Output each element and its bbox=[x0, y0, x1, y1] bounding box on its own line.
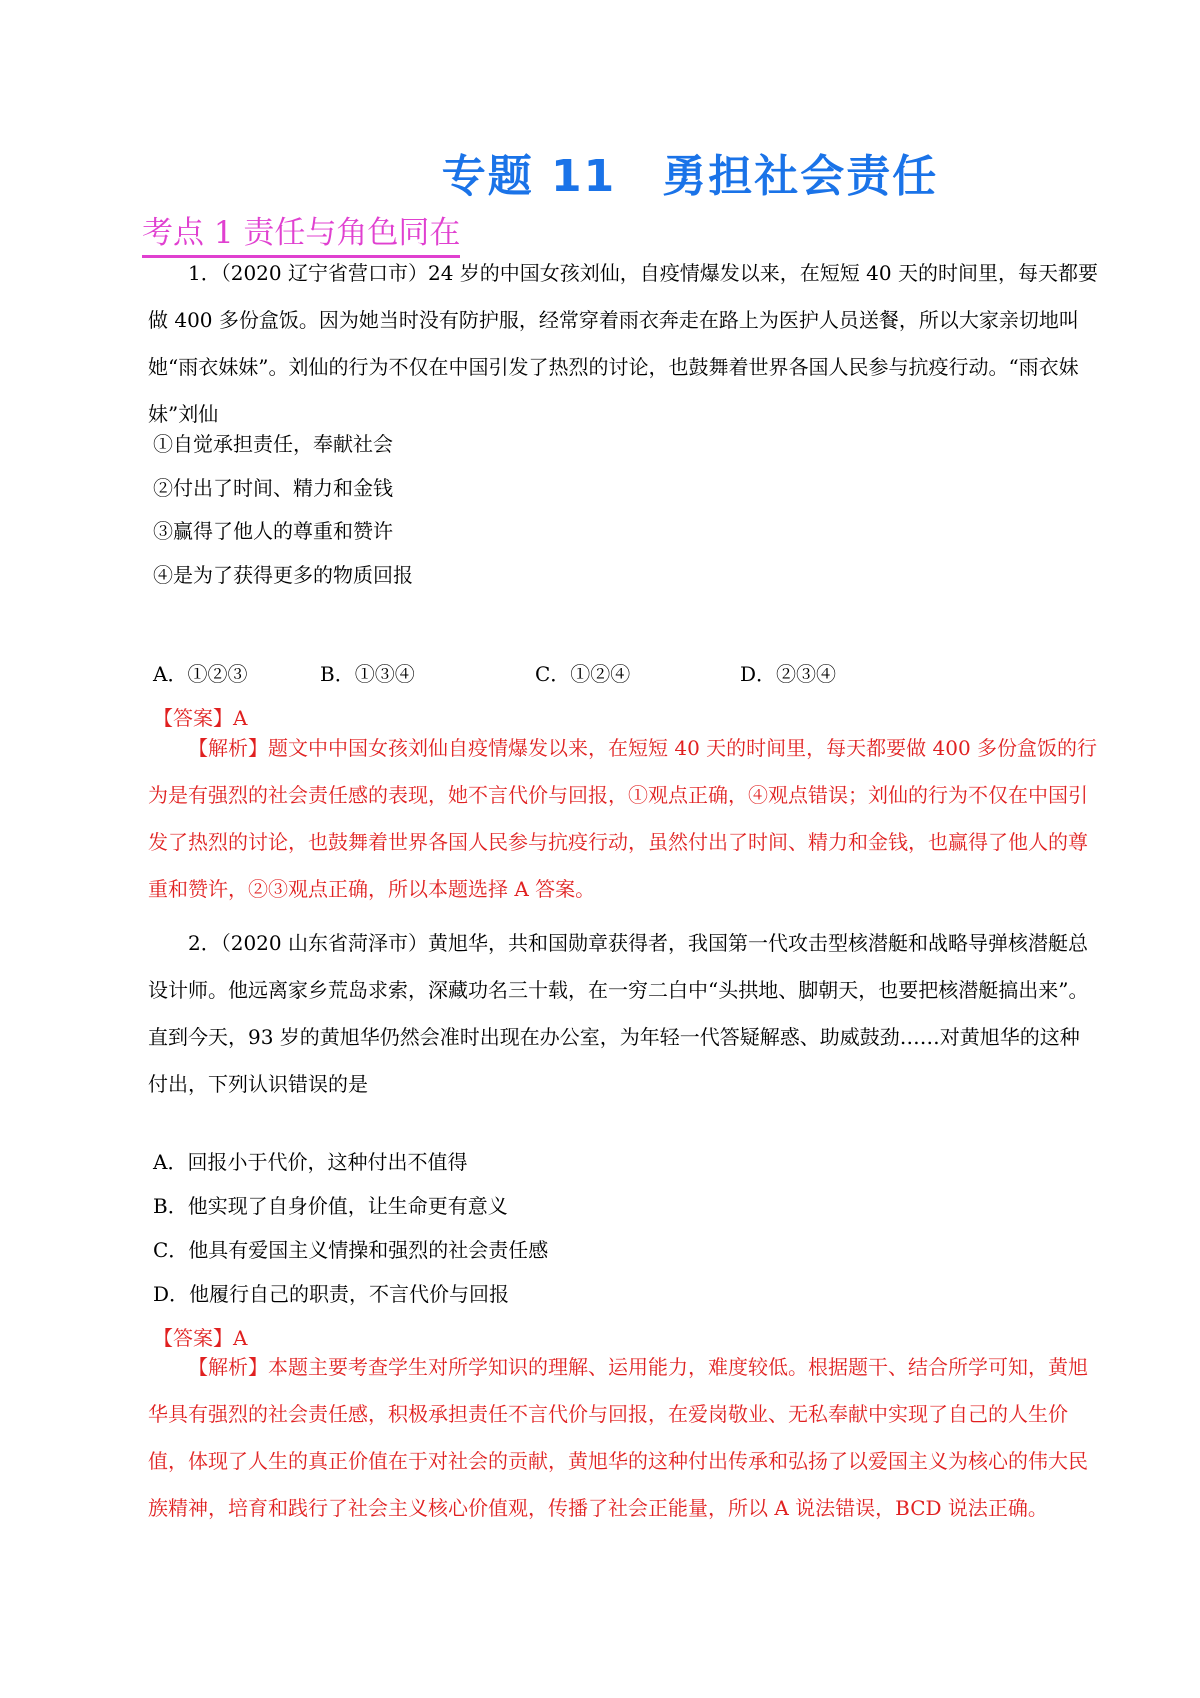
question-2-option-a: A．回报小于代价，这种付出不值得 bbox=[153, 1150, 468, 1174]
question-1-stem: 1．（2020 辽宁省营口市）24 岁的中国女孩刘仙，自疫情爆发以来，在短短 40 天的时间里，每天都要做 400 多份盒饭。因为她当时没有防护服，经常穿着雨衣奔走在路上为医护人员送餐，所以大家亲切地叫她“雨衣妹妹”。刘仙的行为不仅在中国引发了热烈的讨论，也鼓舞着世界各国人民参与抗疫行动。“雨衣妹妹”刘仙 bbox=[148, 261, 1098, 426]
question-1-item-3: ③赢得了他人的尊重和赞许 bbox=[153, 519, 393, 543]
question-2-analysis: 【解析】本题主要考查学生对所学知识的理解、运用能力，难度较低。根据题干、结合所学可知，黄旭华具有强烈的社会责任感，积极承担责任不言代价与回报，在爱岗敬业、无私奉献中实现了自己的人生价值，体现了人生的真正价值在于对社会的贡献，黄旭华的这种付出传承和弘扬了以爱国主义为核心的伟大民族精神，培育和践行了社会主义核心价值观，传播了社会正能量，所以 A 说法错误，BCD 说法正确。 bbox=[148, 1355, 1088, 1520]
question-1-option-b: B．①③④ bbox=[320, 662, 415, 686]
question-2-answer: 【答案】A bbox=[153, 1326, 248, 1350]
page-title-text: 专题 11 勇担社会责任 bbox=[441, 151, 939, 202]
question-1-item-1: ①自觉承担责任，奉献社会 bbox=[153, 432, 393, 456]
question-2-option-b: B．他实现了自身价值，让生命更有意义 bbox=[153, 1194, 508, 1218]
question-2-stem: 2．（2020 山东省菏泽市）黄旭华，共和国勋章获得者，我国第一代攻击型核潜艇和战略导弹核潜艇总设计师。他远离家乡荒岛求索，深藏功名三十载，在一穷二白中“头拱地、脚朝天，也要把核潜艇搞出来”。直到今天，93 岁的黄旭华仍然会准时出现在办公室，为年轻一代答疑解惑、助威鼓劲……对黄旭华的这种付出，下列认识错误的是 bbox=[148, 931, 1089, 1096]
question-1-analysis: 【解析】题文中中国女孩刘仙自疫情爆发以来，在短短 40 天的时间里，每天都要做 400 多份盒饭的行为是有强烈的社会责任感的表现，她不言代价与回报，①观点正确，④观点错误；刘仙的行为不仅在中国引发了热烈的讨论，也鼓舞着世界各国人民参与抗疫行动，虽然付出了时间、精力和金钱，也赢得了他人的尊重和赞许，②③观点正确，所以本题选择 A 答案。 bbox=[148, 736, 1098, 901]
section-heading: 考点 1 责任与角色同在 bbox=[142, 213, 460, 258]
question-1-option-a: A．①②③ bbox=[153, 662, 248, 686]
question-1-option-c: C．①②④ bbox=[535, 662, 631, 686]
question-2-option-d: D．他履行自己的职责，不言代价与回报 bbox=[153, 1282, 510, 1306]
question-1-item-4: ④是为了获得更多的物质回报 bbox=[153, 563, 413, 587]
question-1-item-2: ②付出了时间、精力和金钱 bbox=[153, 476, 393, 500]
question-2-option-c: C．他具有爱国主义情操和强烈的社会责任感 bbox=[153, 1238, 549, 1262]
page-title bbox=[0, 140, 1200, 204]
question-1-option-d: D．②③④ bbox=[740, 662, 837, 686]
question-1-answer: 【答案】A bbox=[153, 706, 248, 730]
